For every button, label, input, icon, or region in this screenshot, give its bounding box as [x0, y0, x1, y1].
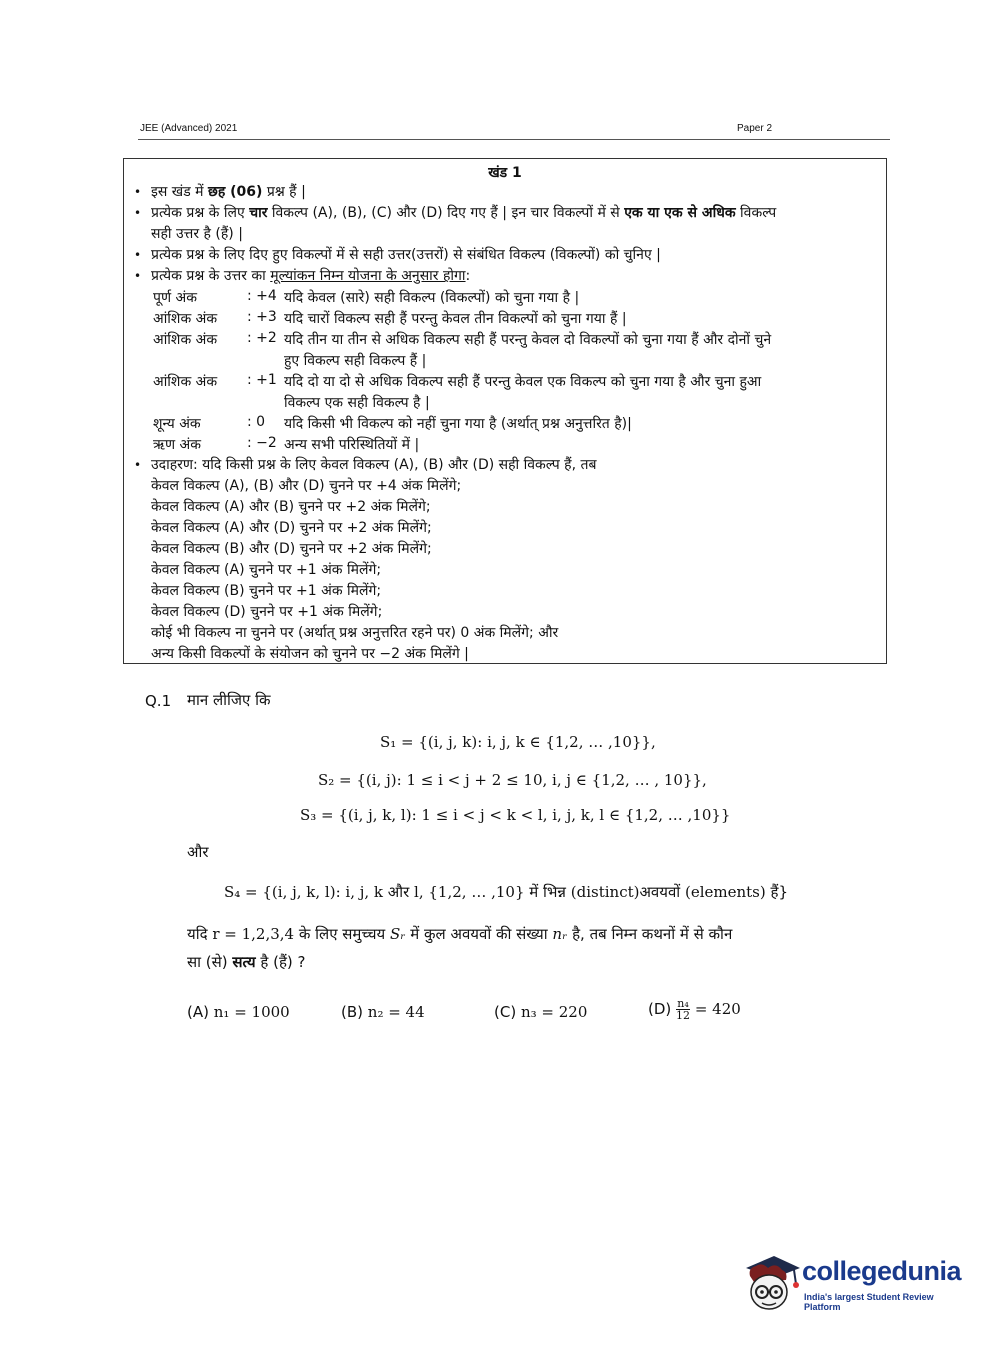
header-exam-title: JEE (Advanced) 2021: [140, 123, 238, 134]
instruction-3: प्रत्येक प्रश्न के लिए दिए हुए विकल्पों में से सही उत्तर(उत्तरों) से संबंधित विकल्प (विकल्पों) को चुनिए |: [151, 247, 661, 263]
instruction-2-cont: सही उत्तर है (हैं) |: [151, 226, 243, 242]
marks-label-partial-2: आंशिक अंक: [153, 332, 218, 348]
marks-text-partial-1-cont: विकल्प एक सही विकल्प है |: [284, 395, 430, 411]
example-line: केवल विकल्प (A) चुनने पर +1 अंक मिलेंगे;: [151, 562, 382, 578]
example-line: अन्य किसी विकल्पों के संयोजन को चुनने पर −2 अंक मिलेंगे |: [151, 646, 469, 662]
marks-value-partial-3: : +3: [247, 309, 277, 325]
header-divider: [138, 139, 890, 140]
set-s1: S₁ = {(i, j, k): i, j, k ∈ {1,2, … ,10}},: [380, 733, 656, 751]
marks-text-full: यदि केवल (सारे) सही विकल्प (विकल्पों) को चुना गया है |: [284, 290, 580, 306]
marks-label-partial-3: आंशिक अंक: [153, 311, 218, 327]
marks-label-zero: शून्य अंक: [153, 416, 201, 432]
marks-text-negative: अन्य सभी परिस्थितियों में |: [284, 437, 420, 453]
conjunction-and: और: [187, 843, 209, 861]
bullet: •: [134, 248, 142, 262]
example-intro: उदाहरण: यदि किसी प्रश्न के लिए केवल विकल्प (A), (B) और (D) सही विकल्प हैं, तब: [151, 457, 597, 473]
marks-text-partial-1: यदि दो या दो से अधिक विकल्प सही हैं परन्तु केवल एक विकल्प को चुना गया है और चुना हुआ: [284, 374, 762, 390]
marks-text-partial-2-cont: हुए विकल्प सही विकल्प हैं |: [284, 353, 427, 369]
marks-value-zero: : 0: [247, 414, 266, 430]
marks-value-partial-1: : +1: [247, 372, 277, 388]
bullet: •: [134, 458, 142, 472]
marks-label-negative: ऋण अंक: [153, 437, 201, 453]
bullet: •: [134, 269, 142, 283]
logo-tagline: India's largest Student Review Platform: [804, 1292, 934, 1312]
header-paper: Paper 2: [737, 123, 773, 134]
example-line: केवल विकल्प (B) और (D) चुनने पर +2 अंक मिलेंगे;: [151, 541, 432, 557]
set-s2: S₂ = {(i, j): 1 ≤ i < j + 2 ≤ 10, i, j ∈ {1,2, … , 10}},: [318, 771, 707, 789]
example-line: केवल विकल्प (A) और (B) चुनने पर +2 अंक मिलेंगे;: [151, 499, 431, 515]
question-intro: मान लीजिए कि: [187, 691, 271, 709]
marks-text-zero: यदि किसी भी विकल्प को नहीं चुना गया है (अर्थात् प्रश्न अनुत्तरित है)|: [284, 416, 632, 432]
bullet: •: [134, 206, 142, 220]
option-b[interactable]: (B) n₂ = 44: [341, 1003, 425, 1021]
question-number: Q.1: [145, 692, 172, 710]
logo-wordmark: collegedunia: [802, 1256, 962, 1286]
marks-label-partial-1: आंशिक अंक: [153, 374, 218, 390]
question-stem-line2: सा (से) सत्य है (हैं) ?: [187, 953, 306, 971]
option-c[interactable]: (C) n₃ = 220: [494, 1003, 588, 1021]
example-line: कोई भी विकल्प ना चुनने पर (अर्थात् प्रश्न अनुत्तरित रहने पर) 0 अंक मिलेंगे; और: [151, 625, 559, 641]
marks-label-full: पूर्ण अंक: [153, 290, 197, 306]
option-d[interactable]: (D) $\frac{\text{n₄}}{12}$ = 420: [648, 997, 741, 1022]
marks-text-partial-3: यदि चारों विकल्प सही हैं परन्तु केवल तीन विकल्पों को चुना गया हैं |: [284, 311, 627, 327]
example-line: केवल विकल्प (D) चुनने पर +1 अंक मिलेंगे;: [151, 604, 383, 620]
example-line: केवल विकल्प (A), (B) और (D) चुनने पर +4 अंक मिलेंगे;: [151, 478, 462, 494]
option-a[interactable]: (A) n₁ = 1000: [187, 1003, 290, 1021]
instructions-box: [123, 158, 887, 664]
mascot-icon: [742, 1250, 802, 1314]
set-s3: S₃ = {(i, j, k, l): 1 ≤ i < j < k < l, i, j, k, l ∈ {1,2, … ,10}}: [300, 806, 731, 824]
section-title: खंड 1: [488, 165, 522, 181]
bullet: •: [134, 185, 142, 199]
example-line: केवल विकल्प (A) और (D) चुनने पर +2 अंक मिलेंगे;: [151, 520, 432, 536]
marks-value-partial-2: : +2: [247, 330, 277, 346]
question-stem-line1: यदि r = 1,2,3,4 के लिए समुच्चय Sᵣ में कुल अवयवों की संख्या nᵣ है, तब निम्न कथनों में से कौन: [187, 925, 733, 943]
marks-value-negative: : −2: [247, 435, 277, 451]
set-s4: S₄ = {(i, j, k, l): i, j, k और l, {1,2, … ,10} में भिन्न (distinct)अवयवों (elements) हैं}: [224, 883, 788, 901]
marks-text-partial-2: यदि तीन या तीन से अधिक विकल्प सही हैं परन्तु केवल दो विकल्पों को चुना गया हैं और दोनों चुने: [284, 332, 772, 348]
marks-value-full: : +4: [247, 288, 277, 304]
instruction-1: इस खंड में छह (06) प्रश्न हैं |: [151, 184, 306, 200]
collegedunia-logo: [742, 1250, 972, 1320]
instruction-2: प्रत्येक प्रश्न के लिए चार विकल्प (A), (B), (C) और (D) दिए गए हैं | इन चार विकल्पों में से एक या एक से अधिक विकल्प: [151, 205, 777, 221]
instruction-4: प्रत्येक प्रश्न के उत्तर का मूल्यांकन निम्न योजना के अनुसार होगा:: [151, 268, 471, 284]
example-line: केवल विकल्प (B) चुनने पर +1 अंक मिलेंगे;: [151, 583, 382, 599]
